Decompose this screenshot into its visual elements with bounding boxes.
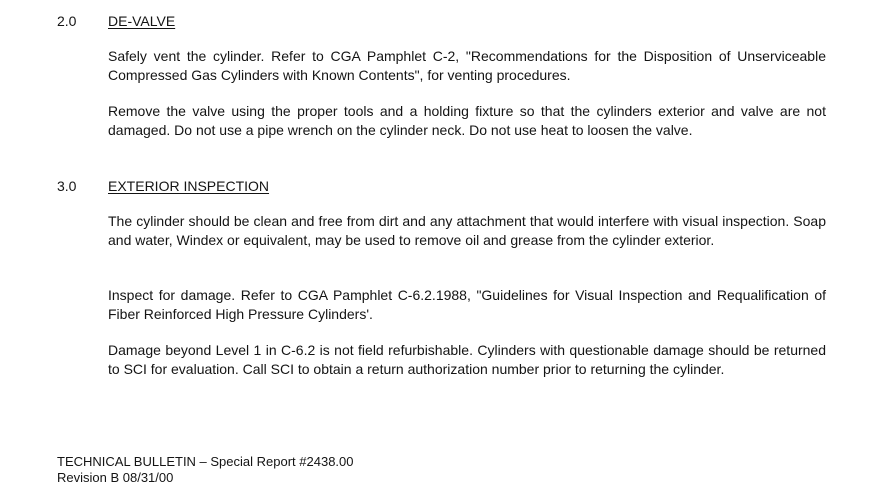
footer-revision: Revision B 08/31/00 xyxy=(57,470,174,485)
inspection-paragraph-clean: The cylinder should be clean and free from dirt and any attachment that would interfere with visual inspection. Soap and water, Windex or equivalent, may be used to remove oil and grease from the cylinder exterior. xyxy=(108,213,826,248)
devalve-paragraph-vent: Safely vent the cylinder. Refer to CGA Pamphlet C-2, "Recommendations for the Disposition of Unserviceable Compressed Gas Cylinders with Known Contents", for venting procedures. xyxy=(108,48,826,83)
inspection-paragraph-refurbish: Damage beyond Level 1 in C-6.2 is not field refurbishable. Cylinders with questionable damage should be returned to SCI for evaluation. Call SCI to obtain a return authorization number prior to returning the cylinder. xyxy=(108,342,826,377)
section-title-devalve: DE-VALVE xyxy=(108,13,176,29)
section-title-exterior-inspection: EXTERIOR INSPECTION xyxy=(108,178,270,194)
inspection-paragraph-damage: Inspect for damage. Refer to CGA Pamphlet C-6.2.1988, "Guidelines for Visual Inspection and Requalification of Fiber Reinforced High Pressure Cylinders'. xyxy=(108,287,826,322)
section-number-devalve: 2.0 xyxy=(57,13,77,29)
section-number-exterior-inspection: 3.0 xyxy=(57,178,77,194)
footer-bulletin-title: TECHNICAL BULLETIN – Special Report #2438.00 xyxy=(57,454,354,469)
devalve-paragraph-remove-valve: Remove the valve using the proper tools and a holding fixture so that the cylinders exterior and valve are not damaged. Do not use a pipe wrench on the cylinder neck. Do not use heat to loosen the valve. xyxy=(108,103,826,138)
